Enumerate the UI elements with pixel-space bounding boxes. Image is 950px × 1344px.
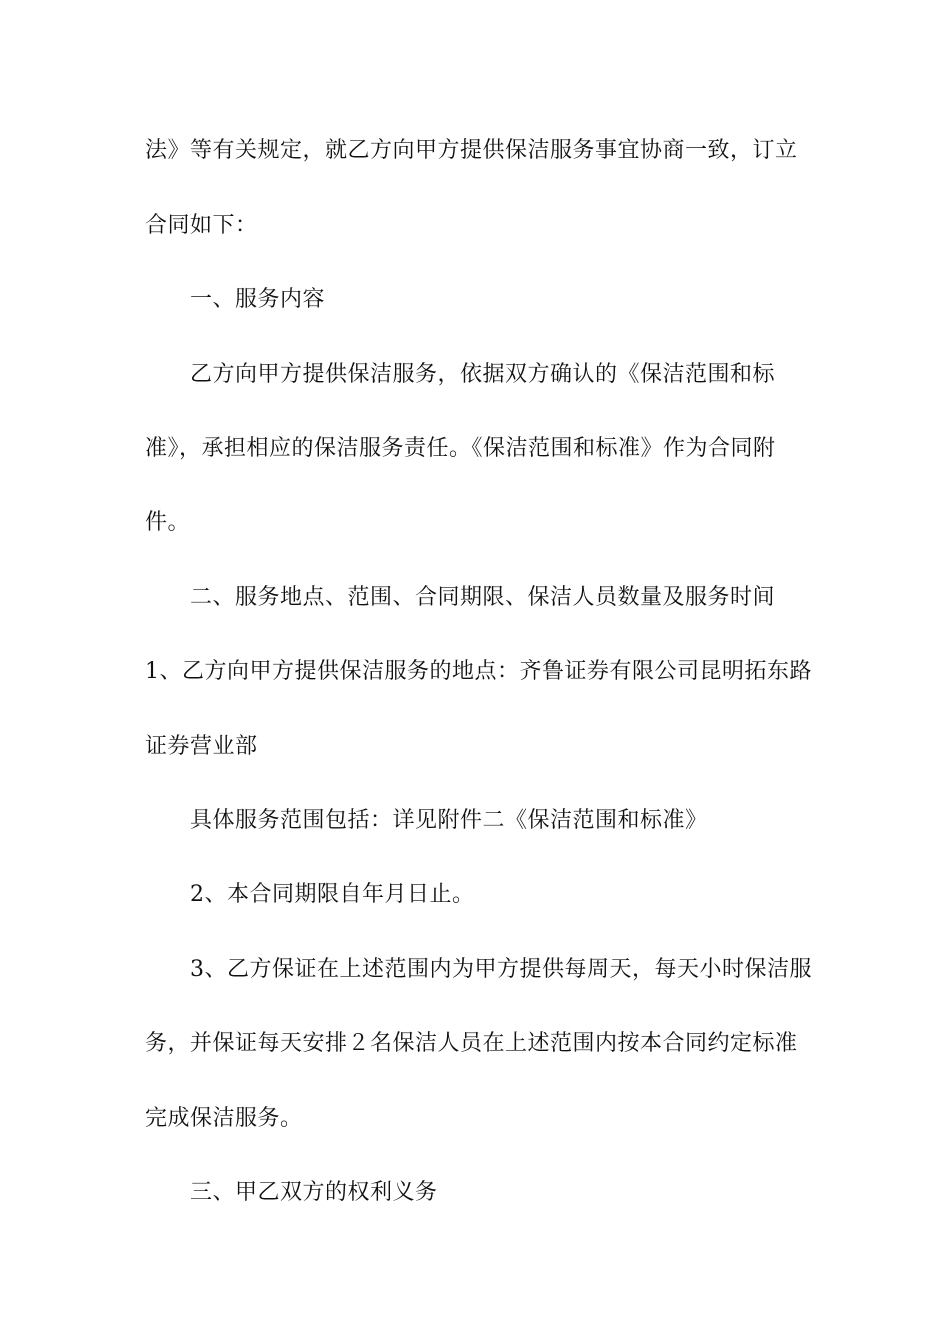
text-line: 证券营业部 [145, 734, 258, 759]
text-line: 2、本合同期限自年月日止。 [190, 882, 475, 907]
text-line: 3、乙方保证在上述范围内为甲方提供每周天，每天小时保洁服 [190, 957, 812, 982]
text-line: 具体服务范围包括：详见附件二《保洁范围和标准》 [190, 808, 708, 833]
section-heading: 二、服务地点、范围、合同期限、保洁人员数量及服务时间 [190, 585, 776, 610]
text-line: 合同如下： [145, 213, 258, 238]
section-heading: 三、甲乙双方的权利义务 [190, 1180, 438, 1205]
section-heading: 一、服务内容 [190, 287, 326, 312]
text-line: 完成保洁服务。 [145, 1106, 303, 1131]
text-line: 件。 [145, 510, 191, 535]
text-line: 准》，承担相应的保洁服务责任。《保洁范围和标准》作为合同附 [145, 436, 776, 461]
text-line: 1、乙方向甲方提供保洁服务的地点：齐鲁证券有限公司昆明拓东路 [145, 659, 812, 684]
text-line: 法》等有关规定，就乙方向甲方提供保洁服务事宜协商一致，订立 [145, 138, 798, 163]
text-line: 乙方向甲方提供保洁服务，依据双方确认的《保洁范围和标 [190, 362, 776, 387]
text-line: 务，并保证每天安排２名保洁人员在上述范围内按本合同约定标准 [145, 1031, 798, 1056]
